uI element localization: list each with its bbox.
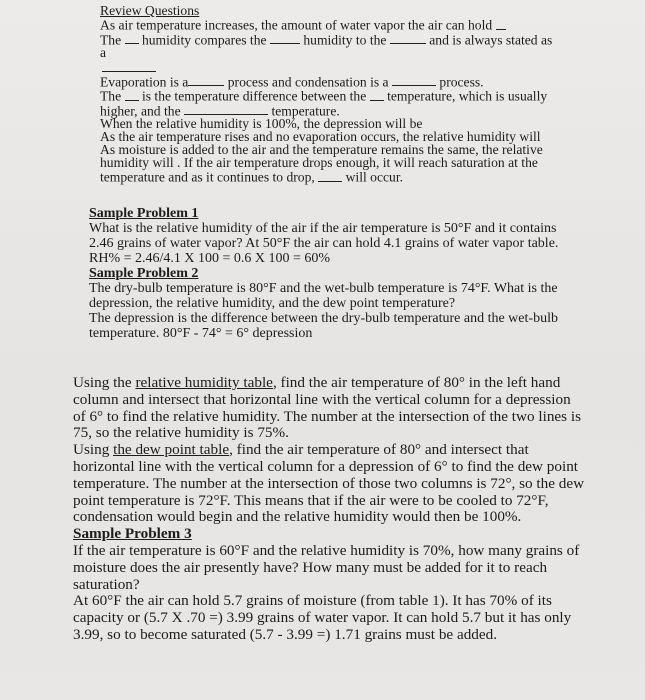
- review-line: higher, and the temperature.: [100, 103, 340, 119]
- sample-problem-3-line: At 60°F the air can hold 5.7 grains of moisture (from table 1). It has 70% of its: [73, 592, 552, 610]
- review-line: a: [100, 46, 570, 74]
- sample-problem-2-line: depression, the relative humidity, and the dew point temperature?: [89, 296, 456, 311]
- review-line: When the relative humidity is 100%, the depression will be: [100, 116, 423, 132]
- rh-table-line: of 6° to find the relative humidity. The number at the intersection of the two lines is: [73, 407, 581, 425]
- review-line: The is the temperature difference between the temperature, which is usually: [100, 88, 548, 104]
- review-line: Evaporation is a process and condensation is a process.: [100, 74, 484, 90]
- dew-point-line: point temperature is 72°F. This means that if the air were to be cooled to 72°F,: [73, 491, 549, 509]
- sample-problem-2-line: temperature. 80°F - 74° = 6° depression: [89, 326, 313, 341]
- review-line: humidity will . If the air temperature drops enough, it will reach saturation at the: [100, 155, 538, 171]
- dew-point-line: Using the dew point table, find the air temperature of 80° and intersect that: [73, 441, 529, 459]
- review-questions-heading: Review Questions: [100, 3, 200, 18]
- sample-problem-3-line: 3.99, so to become saturated (5.7 - 3.99 =) 1.71 grains must be added.: [73, 625, 498, 643]
- review-line: As air temperature increases, the amount of water vapor the air can hold: [100, 17, 570, 32]
- sample-problem-3-line: saturation?: [73, 575, 140, 593]
- dew-point-line: condensation would begin and the relative humidity would then be 100%.: [73, 508, 522, 526]
- sample-problem-1-line: What is the relative humidity of the air if the air temperature is 50°F and it contains: [89, 221, 557, 236]
- dew-point-line: temperature. The number at the intersection of those two columns is 72°, so the dew: [73, 474, 585, 492]
- tables-and-sample-problem-3: [73, 375, 593, 644]
- sample-problem-2-line: The depression is the difference between the dry-bulb temperature and the wet-bulb: [89, 311, 558, 326]
- rh-table-line: Using the relative humidity table, find the air temperature of 80° in the left hand: [73, 374, 561, 391]
- review-questions-section: [100, 4, 570, 184]
- sample-problems-1-2: [89, 206, 589, 341]
- rh-table-line: 75, so the relative humidity is 75%.: [73, 424, 289, 442]
- dew-point-line: horizontal line with the vertical column for a depression of 6° to find the dew point: [73, 457, 579, 475]
- review-line: The humidity compares the humidity to the and is always stated as: [100, 32, 553, 48]
- dew-point-table-link: the dew point table: [113, 441, 230, 459]
- sample-problem-1-heading: Sample Problem 1: [89, 206, 199, 221]
- sample-problem-2-line: The dry-bulb temperature is 80°F and the wet-bulb temperature is 74°F. What is the: [89, 281, 558, 296]
- rh-table-line: column and intersect that horizontal line with the vertical column for a depression: [73, 390, 571, 408]
- sample-problem-2-heading: Sample Problem 2: [89, 266, 199, 281]
- review-line: As the air temperature rises and no evaporation occurs, the relative humidity will: [100, 129, 541, 145]
- sample-problem-1-line: RH% = 2.46/4.1 X 100 = 0.6 X 100 = 60%: [89, 251, 331, 266]
- relative-humidity-table-link: relative humidity table: [135, 374, 273, 391]
- sample-problem-1-line: 2.46 grains of water vapor? At 50°F the air can hold 4.1 grains of water vapor table.: [89, 236, 559, 251]
- sample-problem-3-line: If the air temperature is 60°F and the relative humidity is 70%, how many grains of: [73, 541, 580, 559]
- sample-problem-3-line: moisture does the air presently have? How many must be added for it to reach: [73, 558, 548, 576]
- sample-problem-3-line: capacity or (5.7 X .70 =) 3.99 grains of water vapor. It can hold 5.7 but it has only: [73, 609, 572, 627]
- sample-problem-3-heading: Sample Problem 3: [73, 525, 192, 543]
- review-line: As moisture is added to the air and the temperature remains the same, the relative: [100, 142, 543, 158]
- review-line: temperature and as it continues to drop, will occur.: [100, 169, 403, 185]
